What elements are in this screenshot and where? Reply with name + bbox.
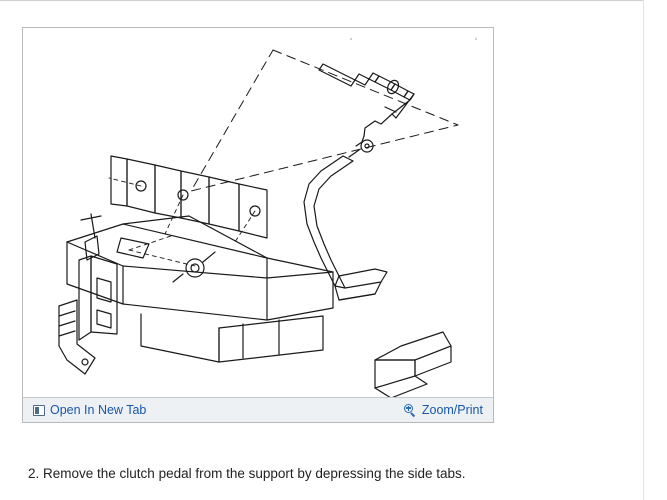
step-instruction-text: 2. Remove the clutch pedal from the support by depressing the side tabs.	[28, 466, 466, 481]
page-top-divider	[0, 0, 644, 1]
page-right-gutter	[643, 0, 667, 500]
zoom-print-button[interactable]	[404, 404, 483, 417]
open-in-new-tab-icon	[33, 405, 45, 416]
figure-speck	[475, 38, 477, 40]
zoom-print-label: Zoom/Print	[421, 402, 483, 417]
open-in-new-tab-button[interactable]	[33, 404, 146, 417]
figure-card	[22, 27, 494, 423]
figure-toolbar	[23, 397, 493, 422]
open-in-new-tab-label: Open In New Tab	[50, 402, 147, 417]
figure-image[interactable]	[23, 28, 493, 398]
figure-speck	[350, 38, 352, 40]
clutch-pedal-line-drawing	[23, 28, 493, 398]
magnifier-plus-icon	[404, 404, 417, 417]
